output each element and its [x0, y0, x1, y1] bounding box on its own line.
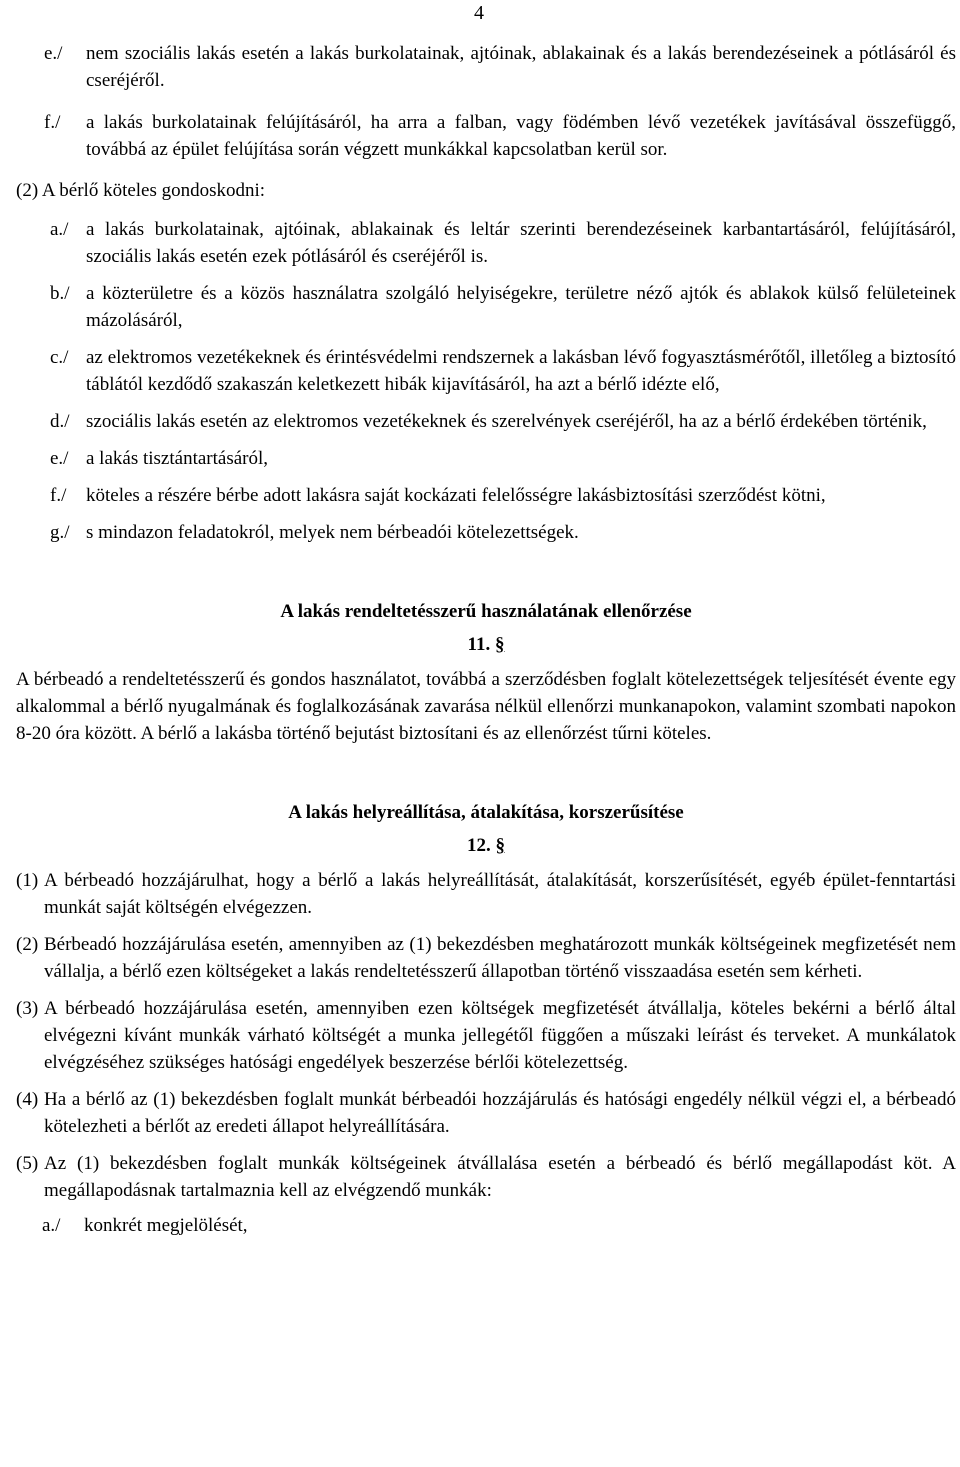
item-label: a./	[50, 219, 69, 240]
item-label: e./	[50, 448, 69, 469]
page-number: 4	[474, 2, 484, 24]
obligation-item-b	[16, 280, 956, 334]
obligation-item-c	[16, 344, 956, 398]
item-label: a./	[42, 1215, 61, 1236]
item-label: f./	[44, 112, 61, 133]
section-sign: §	[495, 835, 505, 856]
obligation-item-e	[16, 445, 956, 472]
item-label: d./	[50, 411, 70, 432]
obligation-item-g	[16, 519, 956, 546]
paragraph-label: (2)	[16, 934, 39, 955]
section-number: 11.	[467, 634, 491, 655]
item-label: g./	[50, 522, 70, 543]
list-item-e	[16, 40, 956, 94]
item-label: f./	[50, 485, 67, 506]
item-text: s mindazon feladatokról, melyek nem bérbeadói kötelezettségek.	[86, 522, 579, 543]
item-text: a lakás tisztántartásáról,	[86, 448, 269, 469]
obligation-item-d	[16, 408, 956, 435]
item-text: szociális lakás esetén az elektromos vezetékeknek és szerelvények cseréjéről, ha az a bérlő érdekében történik,	[86, 411, 927, 432]
document-page	[16, 40, 956, 1239]
paragraph-text: A bérbeadó hozzájárulása esetén, amennyiben ezen költségek megfizetését átvállalja, köteles bekérni a bérlő által elvégezni kívánt munkák várható költségét a munka jellegétől függően a műszaki leírást és terveket. A munkálatok elvégzéséhez szükséges hatósági engedélyek beszerzése bérlői kötelezettség.	[44, 998, 956, 1073]
paragraph-label: (5)	[16, 1153, 39, 1174]
section-12-paragraph-1	[16, 867, 956, 921]
section-12-final-item	[16, 1212, 956, 1239]
paragraph-text: Az (1) bekezdésben foglalt munkák költségeinek átvállalása esetén a bérbeadó és bérlő megállapodást köt. A megállapodásnak tartalmaznia kell az elvégzendő munkák:	[44, 1153, 956, 1201]
item-label: b./	[50, 283, 70, 304]
obligation-item-a	[16, 216, 956, 270]
section-12-heading: A lakás helyreállítása, átalakítása, korszerűsítése	[288, 802, 684, 823]
paragraph-label: (1)	[16, 870, 39, 891]
paragraph-text: A bérbeadó hozzájárulhat, hogy a bérlő a lakás helyreállítását, átalakítását, korszerűsítését, egyéb épület-fenntartási munkát saját költségén elvégezzen.	[44, 870, 956, 918]
section-12-paragraph-5	[16, 1150, 956, 1204]
item-label: c./	[50, 347, 69, 368]
section-sign: §	[494, 634, 505, 655]
item-text: konkrét megjelölését,	[84, 1215, 248, 1236]
item-text: a közterületre és a közös használatra szolgáló helyiségekre, területre néző ajtók és ablakok külső felületeinek mázolásáról,	[86, 283, 956, 331]
list-item-f	[16, 109, 956, 163]
item-text: köteles a részére bérbe adott lakásra saját kockázati felelősségre lakásbiztosítási szerződést kötni,	[86, 485, 826, 506]
section-11-text: A bérbeadó a rendeltetésszerű és gondos használatot, továbbá a szerződésben foglalt kötelezettségek teljesítését évente egy alkalommal a bérlő nyugalmának és foglalkozásának zavarása nélkül ellenőrzi munkanapokon, valamint szombati napokon 8-20 óra között. A bérlő a lakásba történő bejutást biztosítani és az ellenőrzést tűrni köteles.	[16, 669, 956, 744]
paragraph-text: Bérbeadó hozzájárulása esetén, amennyiben az (1) bekezdésben meghatározott munkák költségeinek megfizetését nem vállalja, a bérlő ezen költségeket a lakás rendeltetésszerű állapotban történő visszaadása esetén sem kérheti.	[44, 934, 956, 982]
item-text: nem szociális lakás esetén a lakás burkolatainak, ajtóinak, ablakainak és a lakás berendezéseinek a pótlásáról és cseréjéről.	[86, 43, 956, 91]
paragraph-text: Ha a bérlő az (1) bekezdésben foglalt munkát bérbeadói hozzájárulás és hatósági engedély nélkül végzi el, a bérbeadó kötelezheti a bérlőt az eredeti állapot helyreállítására.	[44, 1089, 956, 1137]
section-12-number	[16, 832, 956, 859]
item-text: az elektromos vezetékeknek és érintésvédelmi rendszernek a lakásban lévő fogyasztásmérőtől, illetőleg a biztosító táblától kezdődő szakaszán keletkezett hibák kijavításáról, ha azt a bérlő idézte elő,	[86, 347, 956, 395]
section-11-heading: A lakás rendeltetésszerű használatának ellenőrzése	[280, 601, 692, 622]
section-number: 12.	[467, 835, 491, 856]
section-11-number	[16, 631, 956, 658]
item-text: a lakás burkolatainak, ajtóinak, ablakainak és leltár szerinti berendezéseinek karbantartásáról, felújításáról, szociális lakás esetén ezek pótlásáról és cseréjéről is.	[86, 219, 956, 267]
paragraph-label: (4)	[16, 1089, 39, 1110]
item-text: a lakás burkolatainak felújításáról, ha arra a falban, vagy födémben lévő vezetékek javításával összefüggő, továbbá az épület felújítása során végzett munkákkal kapcsolatban kerül sor.	[86, 112, 956, 160]
section-12-paragraph-2	[16, 931, 956, 985]
section-12-paragraph-4	[16, 1086, 956, 1140]
section-12-paragraph-3	[16, 995, 956, 1076]
paragraph-2-intro: (2) A bérlő köteles gondoskodni:	[16, 180, 266, 201]
paragraph-label: (3)	[16, 998, 39, 1019]
item-label: e./	[44, 43, 63, 64]
obligation-item-f	[16, 482, 956, 509]
